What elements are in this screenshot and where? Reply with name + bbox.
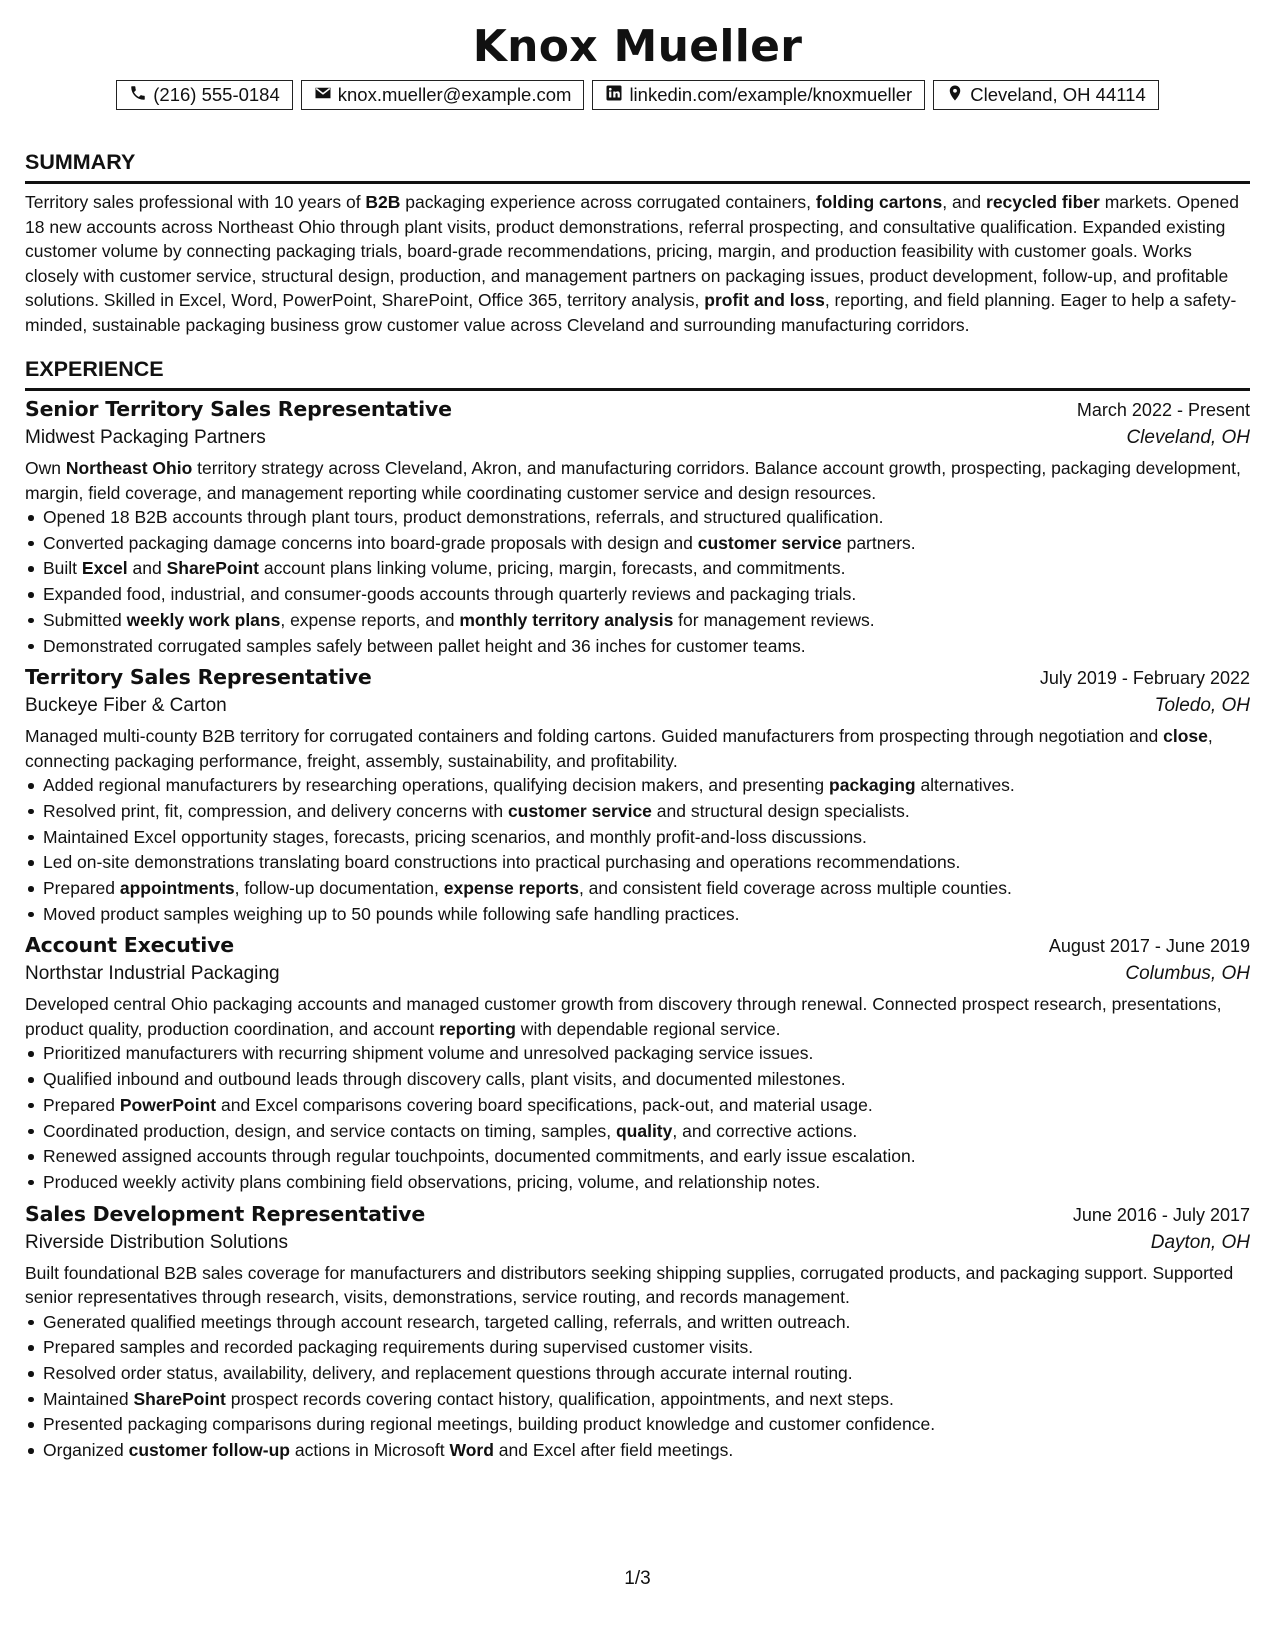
job-header [25, 397, 1250, 421]
summary-text: Territory sales professional with 10 years of B2B packaging experience across corrugated containers, folding cartons, and recycled fiber markets. Opened 18 new accounts across Northeast Ohio through plant visits, product demonstrations, referral prospecting, and consultative qualification. Expanded existing customer volume by connecting packaging trials, board-grade recommendations, pricing, margin, and production feasibility with customer goals. Works closely with customer service, structural design, production, and management partners on packaging issues, product development, follow-up, and profitable solutions. Skilled in Excel, Word, PowerPoint, SharePoint, Office 365, territory analysis, profit and loss, reporting, and field planning. Eager to help a safety-minded, sustainable packaging business grow customer value across Cleveland and surrounding manufacturing corridors. [25, 192, 1239, 335]
job-entry [25, 665, 1250, 927]
bullet-item: Expanded food, industrial, and consumer-goods accounts through quarterly reviews and packaging trials. [43, 582, 1250, 608]
company-name: Riverside Distribution Solutions [25, 1231, 288, 1253]
bullet-item: Prioritized manufacturers with recurring shipment volume and unresolved packaging service issues. [43, 1041, 1250, 1067]
job-dates: August 2017 - June 2019 [1048, 936, 1250, 957]
bullet-item: Submitted weekly work plans, expense reports, and monthly territory analysis for management reviews. [43, 608, 1250, 634]
job-entry [25, 933, 1250, 1195]
company-name: Northstar Industrial Packaging [25, 963, 280, 985]
job-location: Columbus, OH [1125, 963, 1250, 985]
contact-row [25, 80, 1250, 110]
bullet-item: Prepared appointments, follow-up documentation, expense reports, and consistent field coverage across multiple counties. [43, 876, 1250, 902]
resume-page [25, 0, 1250, 1470]
job-bullets [25, 1041, 1250, 1195]
job-title: Territory Sales Representative [25, 665, 372, 690]
bullet-item: Converted packaging damage concerns into board-grade proposals with design and customer service partners. [43, 531, 1250, 557]
job-bullets [25, 773, 1250, 927]
location-chip[interactable] [933, 80, 1159, 110]
email-icon [314, 84, 332, 107]
bullet-item: Presented packaging comparisons during regional meetings, building product knowledge and customer confidence. [43, 1412, 1250, 1438]
linkedin-text: linkedin.com/example/knoxmueller [629, 84, 913, 105]
job-location: Toledo, OH [1154, 695, 1250, 717]
job-subheader [25, 963, 1250, 985]
bullet-item: Demonstrated corrugated samples safely between pallet height and 36 inches for customer teams. [43, 634, 1250, 660]
job-dates: March 2022 - Present [1076, 400, 1250, 420]
job-subheader [25, 1232, 1250, 1254]
job-title: Sales Development Representative [25, 1201, 426, 1226]
job-location: Cleveland, OH [1126, 427, 1250, 448]
bullet-item: Maintained Excel opportunity stages, forecasts, pricing scenarios, and monthly profit-and-loss discussions. [43, 825, 1250, 851]
job-header [25, 1202, 1250, 1226]
job-dates: July 2019 - February 2022 [1039, 668, 1250, 689]
phone-icon [129, 84, 147, 107]
job-entry [25, 397, 1250, 659]
bullet-item: Added regional manufacturers by researching operations, qualifying decision makers, and presenting packaging alternatives. [43, 773, 1250, 799]
bullet-item: Resolved order status, availability, delivery, and replacement questions through accurate internal routing. [43, 1361, 1250, 1387]
job-header [25, 665, 1250, 689]
location-pin-icon [946, 84, 964, 107]
candidate-name: Knox Mueller [472, 21, 803, 72]
job-header [25, 933, 1250, 957]
bullet-item: Led on-site demonstrations translating board constructions into practical purchasing and operations recommendations. [43, 850, 1250, 876]
bullet-item: Produced weekly activity plans combining field observations, pricing, volume, and relationship notes. [43, 1170, 1250, 1196]
phone-text: (216) 555-0184 [153, 84, 280, 105]
job-entry [25, 1202, 1250, 1464]
linkedin-icon [605, 84, 623, 107]
page-number: 1/3 [624, 1568, 651, 1589]
bullet-item: Built Excel and SharePoint account plans linking volume, pricing, margin, forecasts, and commitments. [43, 556, 1250, 582]
job-description: Developed central Ohio packaging accounts and managed customer growth from discovery through renewal. Connected prospect research, presentations, product quality, production coordination, and account reporting with dependable regional service. [25, 994, 1222, 1039]
location-text: Cleveland, OH 44114 [970, 84, 1146, 105]
company-name: Buckeye Fiber & Carton [25, 695, 227, 717]
experience-list [25, 397, 1250, 1464]
linkedin-chip[interactable] [592, 80, 925, 110]
bullet-item: Generated qualified meetings through account research, targeted calling, referrals, and written outreach. [43, 1310, 1250, 1336]
job-bullets [25, 505, 1250, 659]
job-subheader [25, 695, 1250, 717]
company-name: Midwest Packaging Partners [25, 427, 266, 448]
bullet-item: Resolved print, fit, compression, and delivery concerns with customer service and structural design specialists. [43, 799, 1250, 825]
bullet-item: Qualified inbound and outbound leads through discovery calls, plant visits, and documented milestones. [43, 1067, 1250, 1093]
experience-heading: EXPERIENCE [25, 355, 1250, 391]
bullet-item: Coordinated production, design, and service contacts on timing, samples, quality, and corrective actions. [43, 1119, 1250, 1145]
bullet-item: Maintained SharePoint prospect records covering contact history, qualification, appointments, and next steps. [43, 1387, 1250, 1413]
job-description: Managed multi-county B2B territory for corrugated containers and folding cartons. Guided manufacturers from prospecting through negotiation and close, connecting packaging performance, freight, assembly, sustainability, and profitability. [25, 726, 1213, 771]
bullet-item: Prepared samples and recorded packaging requirements during supervised customer visits. [43, 1335, 1250, 1361]
job-title: Account Executive [25, 933, 234, 958]
bullet-item: Opened 18 B2B accounts through plant tours, product demonstrations, referrals, and structured qualification. [43, 505, 1250, 531]
bullet-item: Prepared PowerPoint and Excel comparisons covering board specifications, pack-out, and material usage. [43, 1093, 1250, 1119]
job-description: Own Northeast Ohio territory strategy across Cleveland, Akron, and manufacturing corridors. Balance account growth, prospecting, packaging development, margin, field coverage, and management reporting while coordinating customer service and design resources. [25, 458, 1241, 503]
email-text: knox.mueller@example.com [337, 84, 572, 105]
job-description: Built foundational B2B sales coverage for manufacturers and distributors seeking shipping supplies, corrugated products, and packaging support. Supported senior representatives through research, visits, demonstrations, service routing, and records management. [25, 1262, 1234, 1308]
job-bullets [25, 1310, 1250, 1464]
job-location: Dayton, OH [1150, 1231, 1250, 1253]
job-title: Senior Territory Sales Representative [25, 397, 452, 421]
job-subheader [25, 427, 1250, 449]
email-chip[interactable] [301, 80, 585, 110]
phone-chip[interactable] [116, 80, 293, 110]
bullet-item: Renewed assigned accounts through regular touchpoints, documented commitments, and early issue escalation. [43, 1144, 1250, 1170]
bullet-item: Moved product samples weighing up to 50 pounds while following safe handling practices. [43, 902, 1250, 928]
job-dates: June 2016 - July 2017 [1072, 1204, 1250, 1225]
summary-heading: SUMMARY [25, 148, 1250, 184]
bullet-item: Organized customer follow-up actions in Microsoft Word and Excel after field meetings. [43, 1438, 1250, 1464]
